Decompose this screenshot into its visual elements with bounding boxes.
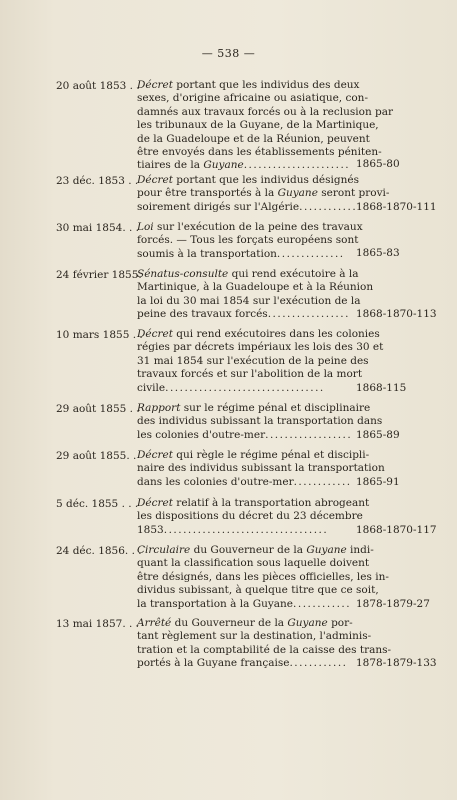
entry-text <box>137 617 392 671</box>
entry-text-line: Décret relatif à la transportation abrogeant <box>137 497 370 509</box>
entry-date: 24 février 1855. <box>56 269 142 281</box>
entry-text-line: Arrêté du Gouverneur de la Guyane por- <box>137 617 353 629</box>
entry-text <box>137 174 390 214</box>
entry-text-line: portés à la Guyane française............ <box>137 657 348 670</box>
entry-text-line: dans les colonies d'outre-mer............ <box>137 475 352 488</box>
entry-text-line: Décret portant que les individus des deux <box>137 79 360 91</box>
entry-text-line: Loi sur l'exécution de la peine des travaux <box>137 221 363 233</box>
entry-date: 23 déc. 1853 . . <box>56 175 139 187</box>
entry-text-line: des individus subissant la transportation dans <box>137 415 383 428</box>
entry-text <box>137 221 363 261</box>
entry-text-line: la transportation à la Guyane............ <box>137 597 352 610</box>
page-number: — 538 — <box>201 47 256 60</box>
entry-text-line: quant la classification sous laquelle doivent <box>137 557 370 570</box>
entry-text-line: Décret portant que les individus désignés <box>137 174 359 186</box>
entry-reference: 1868-1870-111 <box>356 201 437 213</box>
entry-text-line: être envoyés dans les établissements péniten- <box>137 146 382 159</box>
entry-text <box>137 544 389 611</box>
entry-date: 13 mai 1857. . . <box>56 618 140 630</box>
entry-text-line: peine des travaux forcés................. <box>137 308 350 321</box>
entry-text-line: sexes, d'origine africaine ou asiatique, con- <box>137 92 368 105</box>
entry-text-line: les colonies d'outre-mer.................. <box>137 428 353 441</box>
entry-text <box>137 497 370 537</box>
entry-text-line: naire des individus subissant la transportation <box>137 462 385 475</box>
entry-text-line: tration et la comptabilité de la caisse des trans- <box>137 643 392 656</box>
entry-date: 30 mai 1854. . . <box>56 222 140 234</box>
entry-text-line: Circulaire du Gouverneur de la Guyane indi- <box>137 544 374 556</box>
entry-text-line: Rapport sur le régime pénal et disciplinaire <box>137 402 371 414</box>
entry-text-line: soumis à la transportation.............. <box>137 247 345 260</box>
entry-reference: 1865-89 <box>356 429 400 441</box>
entry-reference: 1868-115 <box>356 382 407 394</box>
entry-text-line: les tribunaux de la Guyane, de la Martinique, <box>137 119 379 132</box>
entry-date: 29 août 1855 . . <box>56 403 140 415</box>
entry-reference: 1878-1879-27 <box>356 598 430 610</box>
entry-text-line: les dispositions du décret du 23 décembre <box>137 510 363 523</box>
entry-text-line: la loi du 30 mai 1854 sur l'exécution de la <box>137 294 361 307</box>
entry-reference: 1868-1870-117 <box>356 524 437 536</box>
entry-text-line: régies par décrets impériaux les lois des 30 et <box>137 341 384 354</box>
entry-text-line: forcés. — Tous les forçats européens sont <box>137 234 359 247</box>
entry-date: 10 mars 1855 . . <box>56 329 143 341</box>
entry-text-line: dividus subissant, à quelque titre que ce soit, <box>137 584 379 597</box>
entry-reference: 1868-1870-113 <box>356 308 437 320</box>
entry-text-line: Décret qui rend exécutoires dans les colonies <box>137 328 380 340</box>
entry-reference: 1878-1879-133 <box>356 657 437 669</box>
entry-text-line: damnés aux travaux forcés ou à la reclusion par <box>137 105 394 118</box>
entry-text-line: pour être transportés à la Guyane seront provi- <box>137 187 390 200</box>
entry-reference: 1865-83 <box>356 247 400 259</box>
entry-date: 5 déc. 1855 . . . <box>56 498 139 510</box>
entry-text-line: Sénatus-consulte qui rend exécutoire à la <box>137 268 359 280</box>
entry-date: 29 août 1855. . <box>56 450 137 462</box>
entry-text-line: civile................................. <box>137 381 325 394</box>
entry-text-line: tant règlement sur la destination, l'adminis- <box>137 630 372 643</box>
entry-text-line: 1853.................................. <box>137 523 329 536</box>
entry-text-line: être désignés, dans les pièces officielles, les in- <box>137 570 389 583</box>
entry-text-line: Martinique, à la Guadeloupe et à la Réunion <box>137 281 374 294</box>
entry-date: 24 déc. 1856. . . <box>56 545 142 557</box>
entry-text-line: soirement dirigés sur l'Algérie............ <box>137 200 358 213</box>
entry-text <box>137 268 374 322</box>
entry-text-line: travaux forcés et sur l'abolition de la mort <box>137 368 363 381</box>
entry-reference: 1865-80 <box>356 158 400 170</box>
entry-text-line: tiaires de la Guyane...................... <box>137 159 351 172</box>
entry-date: 20 août 1853 . . <box>56 80 140 92</box>
entry-text-line: Décret qui règle le régime pénal et discipli- <box>137 449 370 461</box>
entry-reference: 1865-91 <box>356 476 400 488</box>
entry-text-line: de la Guadeloupe et de la Réunion, peuvent <box>137 132 370 145</box>
entry-text-line: 31 mai 1854 sur l'exécution de la peine des <box>137 354 369 367</box>
